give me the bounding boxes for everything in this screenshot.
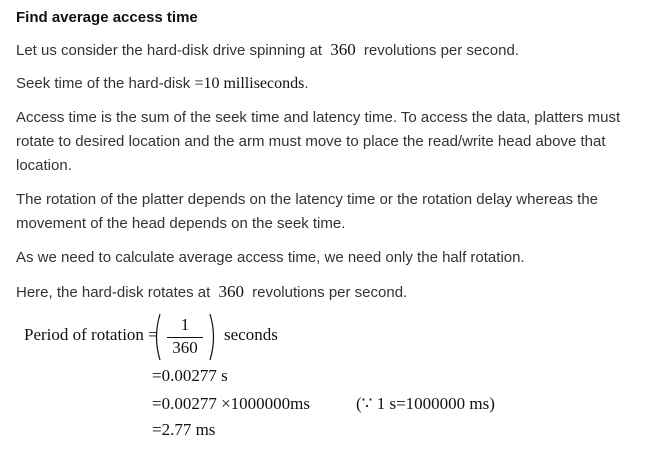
paragraph-seek-time: [16, 72, 664, 96]
spin-rate-value: 360: [330, 40, 356, 59]
seek-time-text: Seek time of the hard-disk: [16, 75, 191, 92]
seek-time-period: .: [304, 75, 309, 92]
rotation-fraction: [152, 313, 218, 361]
equation-lhs: Period of rotation =: [24, 325, 158, 344]
paragraph-rotation-rate: [16, 280, 664, 305]
paragraph-rotation: [16, 188, 664, 236]
equation-step-1: =0.00277 s: [152, 366, 228, 385]
paragraph-access-time: [16, 106, 664, 178]
seek-time-value: =10 milliseconds: [194, 75, 305, 92]
rotation-line-1: The rotation of the platter depends on the latency time or the rotation delay whereas the: [16, 191, 599, 208]
access-time-line-3: location.: [16, 157, 72, 174]
access-time-line-2: rotate to desired location and the arm must move to place the read/write head above that: [16, 133, 606, 150]
equation-step-2: =0.00277 ×1000000ms: [152, 394, 311, 413]
spin-rate-text-before: Let us consider the hard-disk drive spinning at: [16, 42, 323, 59]
left-paren-icon: [152, 313, 162, 361]
equation-unit: seconds: [224, 325, 278, 344]
equation-step-3: =2.77 ms: [152, 420, 216, 439]
rotation-rate-text-after: revolutions per second.: [252, 284, 408, 301]
rotation-line-2: movement of the head depends on the seek time.: [16, 215, 346, 232]
access-time-line-1: Access time is the sum of the seek time and latency time. To access the data, platters must: [16, 109, 621, 126]
right-paren-icon: [208, 313, 218, 361]
fraction-numerator: 1: [180, 315, 190, 334]
rotation-rate-value: 360: [218, 282, 244, 301]
equation-step-2-note: (∵ 1 s=1000000 ms): [356, 394, 495, 413]
paragraph-spin-rate: [16, 38, 664, 63]
fraction-denominator: 360: [172, 338, 198, 357]
half-rotation-text: As we need to calculate average access time, we need only the half rotation.: [16, 249, 525, 266]
fraction: [164, 313, 206, 361]
rotation-rate-text-before: Here, the hard-disk rotates at: [16, 284, 211, 301]
section-heading: Find average access time: [16, 9, 198, 26]
paragraph-half-rotation: [16, 246, 664, 270]
spin-rate-text-after: revolutions per second.: [363, 42, 519, 59]
